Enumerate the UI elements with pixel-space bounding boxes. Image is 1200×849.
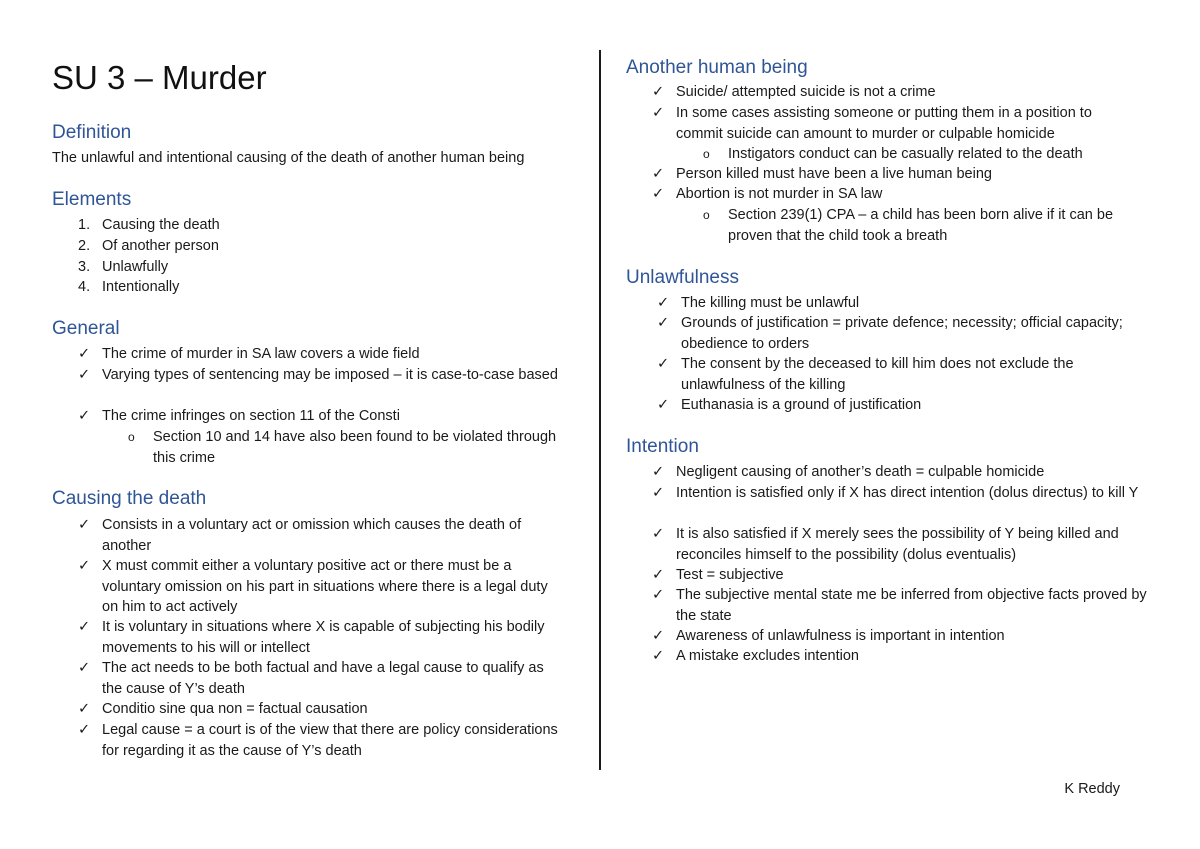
check-icon: ✓ <box>78 722 91 738</box>
list-item-text: It is also satisfied if X merely sees the possibility of Y being killed and reconciles himself to the possibility (dolus eventualis) <box>676 526 1119 563</box>
check-icon: ✓ <box>652 186 665 202</box>
list-item <box>78 720 560 761</box>
check-icon: ✓ <box>652 526 665 542</box>
list-item <box>78 515 560 556</box>
page-title: SU 3 – Murder <box>52 59 267 96</box>
number-marker: 4. <box>78 279 91 295</box>
list-item <box>78 699 560 720</box>
check-icon: ✓ <box>657 397 670 413</box>
sub-list-item <box>703 205 1153 246</box>
list-item-text: Negligent causing of another’s death = culpable homicide <box>676 464 1045 480</box>
list-item <box>652 164 1142 185</box>
list-item <box>652 585 1152 626</box>
list-item-text: Suicide/ attempted suicide is not a crime <box>676 84 936 100</box>
list-item-text: The crime of murder in SA law covers a wide field <box>102 346 420 362</box>
list-item <box>652 646 1152 667</box>
list-item <box>652 626 1152 647</box>
list-item <box>78 556 560 618</box>
list-item-text: Consists in a voluntary act or omission which causes the death of another <box>102 517 522 554</box>
list-item <box>657 313 1127 354</box>
check-icon: ✓ <box>652 166 665 182</box>
sub-list-item <box>128 427 558 468</box>
list-item <box>78 658 560 699</box>
list-item <box>78 215 558 236</box>
definition-heading: Definition <box>52 122 132 143</box>
author-footer: K Reddy <box>1064 781 1120 797</box>
list-item <box>78 277 558 298</box>
check-icon: ✓ <box>652 464 665 480</box>
definition-text: The unlawful and intentional causing of the death of another human being <box>52 150 525 166</box>
number-marker: 2. <box>78 238 91 254</box>
list-item <box>78 617 560 658</box>
list-item-text: It is voluntary in situations where X is capable of subjecting his bodily movements to his will or intellect <box>102 619 545 656</box>
list-item-text: Of another person <box>102 238 219 254</box>
list-item-text: Test = subjective <box>676 567 784 583</box>
list-item-text: Unlawfully <box>102 259 169 275</box>
circle-bullet-icon: o <box>128 430 135 444</box>
list-item-text: The consent by the deceased to kill him does not exclude the unlawfulness of the killing <box>681 356 1074 393</box>
general-heading: General <box>52 318 120 339</box>
circle-bullet-icon: o <box>703 208 710 222</box>
check-icon: ✓ <box>78 701 91 717</box>
number-marker: 1. <box>78 217 91 233</box>
number-marker: 3. <box>78 259 91 275</box>
list-item <box>652 565 1152 586</box>
list-item <box>652 103 1142 144</box>
list-item <box>652 524 1152 565</box>
list-item-text: Causing the death <box>102 217 220 233</box>
elements-heading: Elements <box>52 189 132 210</box>
check-icon: ✓ <box>652 84 665 100</box>
check-icon: ✓ <box>78 346 91 362</box>
another-heading: Another human being <box>626 57 808 78</box>
list-item-text: Awareness of unlawfulness is important in intention <box>676 628 1005 644</box>
unlawfulness-heading: Unlawfulness <box>626 267 739 288</box>
list-item <box>652 184 1142 205</box>
causing-heading: Causing the death <box>52 488 207 509</box>
list-item <box>652 82 1142 103</box>
list-item-text: The crime infringes on section 11 of the Consti <box>102 408 400 424</box>
check-icon: ✓ <box>657 295 670 311</box>
list-item <box>78 236 558 257</box>
list-item-text: The subjective mental state me be inferred from objective facts proved by the state <box>676 587 1147 624</box>
check-icon: ✓ <box>652 648 665 664</box>
list-item <box>78 344 558 365</box>
column-divider <box>599 50 601 770</box>
list-item-text: Section 10 and 14 have also been found to be violated through this crime <box>153 429 557 466</box>
list-item-text: Person killed must have been a live human being <box>676 166 992 182</box>
list-item-text: In some cases assisting someone or putting them in a position to commit suicide can amount to murder or culpable homicide <box>676 105 1092 142</box>
list-item-text: The act needs to be both factual and have a legal cause to qualify as the cause of Y’s death <box>102 660 544 697</box>
check-icon: ✓ <box>652 587 665 603</box>
intention-heading: Intention <box>626 436 699 457</box>
list-item <box>78 257 558 278</box>
check-icon: ✓ <box>78 367 91 383</box>
check-icon: ✓ <box>78 517 91 533</box>
list-item <box>652 462 1152 483</box>
check-icon: ✓ <box>657 315 670 331</box>
list-item <box>78 406 558 427</box>
check-icon: ✓ <box>652 628 665 644</box>
list-item-text: Instigators conduct can be casually related to the death <box>728 146 1083 162</box>
list-item-text: Grounds of justification = private defence; necessity; official capacity; obedience to orders <box>681 315 1123 352</box>
list-item-text: X must commit either a voluntary positive act or there must be a voluntary omission on his part in situations where there is a legal duty on him to act actively <box>102 558 548 615</box>
list-item-text: A mistake excludes intention <box>676 648 859 664</box>
check-icon: ✓ <box>652 105 665 121</box>
check-icon: ✓ <box>78 558 91 574</box>
check-icon: ✓ <box>78 619 91 635</box>
list-item <box>652 483 1152 504</box>
list-item-text: Conditio sine qua non = factual causation <box>102 701 368 717</box>
list-item <box>78 365 558 386</box>
list-item <box>657 354 1127 395</box>
check-icon: ✓ <box>657 356 670 372</box>
check-icon: ✓ <box>78 408 91 424</box>
list-item-text: Intention is satisfied only if X has direct intention (dolus directus) to kill Y <box>676 485 1139 501</box>
list-item <box>657 395 1127 416</box>
list-item-text: Abortion is not murder in SA law <box>676 186 883 202</box>
list-item-text: Section 239(1) CPA – a child has been born alive if it can be proven that the child took a breath <box>728 207 1114 244</box>
sub-list-item <box>703 144 1153 165</box>
list-item-text: Intentionally <box>102 279 180 295</box>
list-item-text: Euthanasia is a ground of justification <box>681 397 922 413</box>
circle-bullet-icon: o <box>703 147 710 161</box>
list-item-text: Legal cause = a court is of the view that there are policy considerations for regarding it as the cause of Y’s death <box>102 722 558 759</box>
list-item <box>657 293 1127 314</box>
check-icon: ✓ <box>78 660 91 676</box>
check-icon: ✓ <box>652 485 665 501</box>
check-icon: ✓ <box>652 567 665 583</box>
list-item-text: Varying types of sentencing may be imposed – it is case-to-case based <box>102 367 558 383</box>
list-item-text: The killing must be unlawful <box>681 295 860 311</box>
